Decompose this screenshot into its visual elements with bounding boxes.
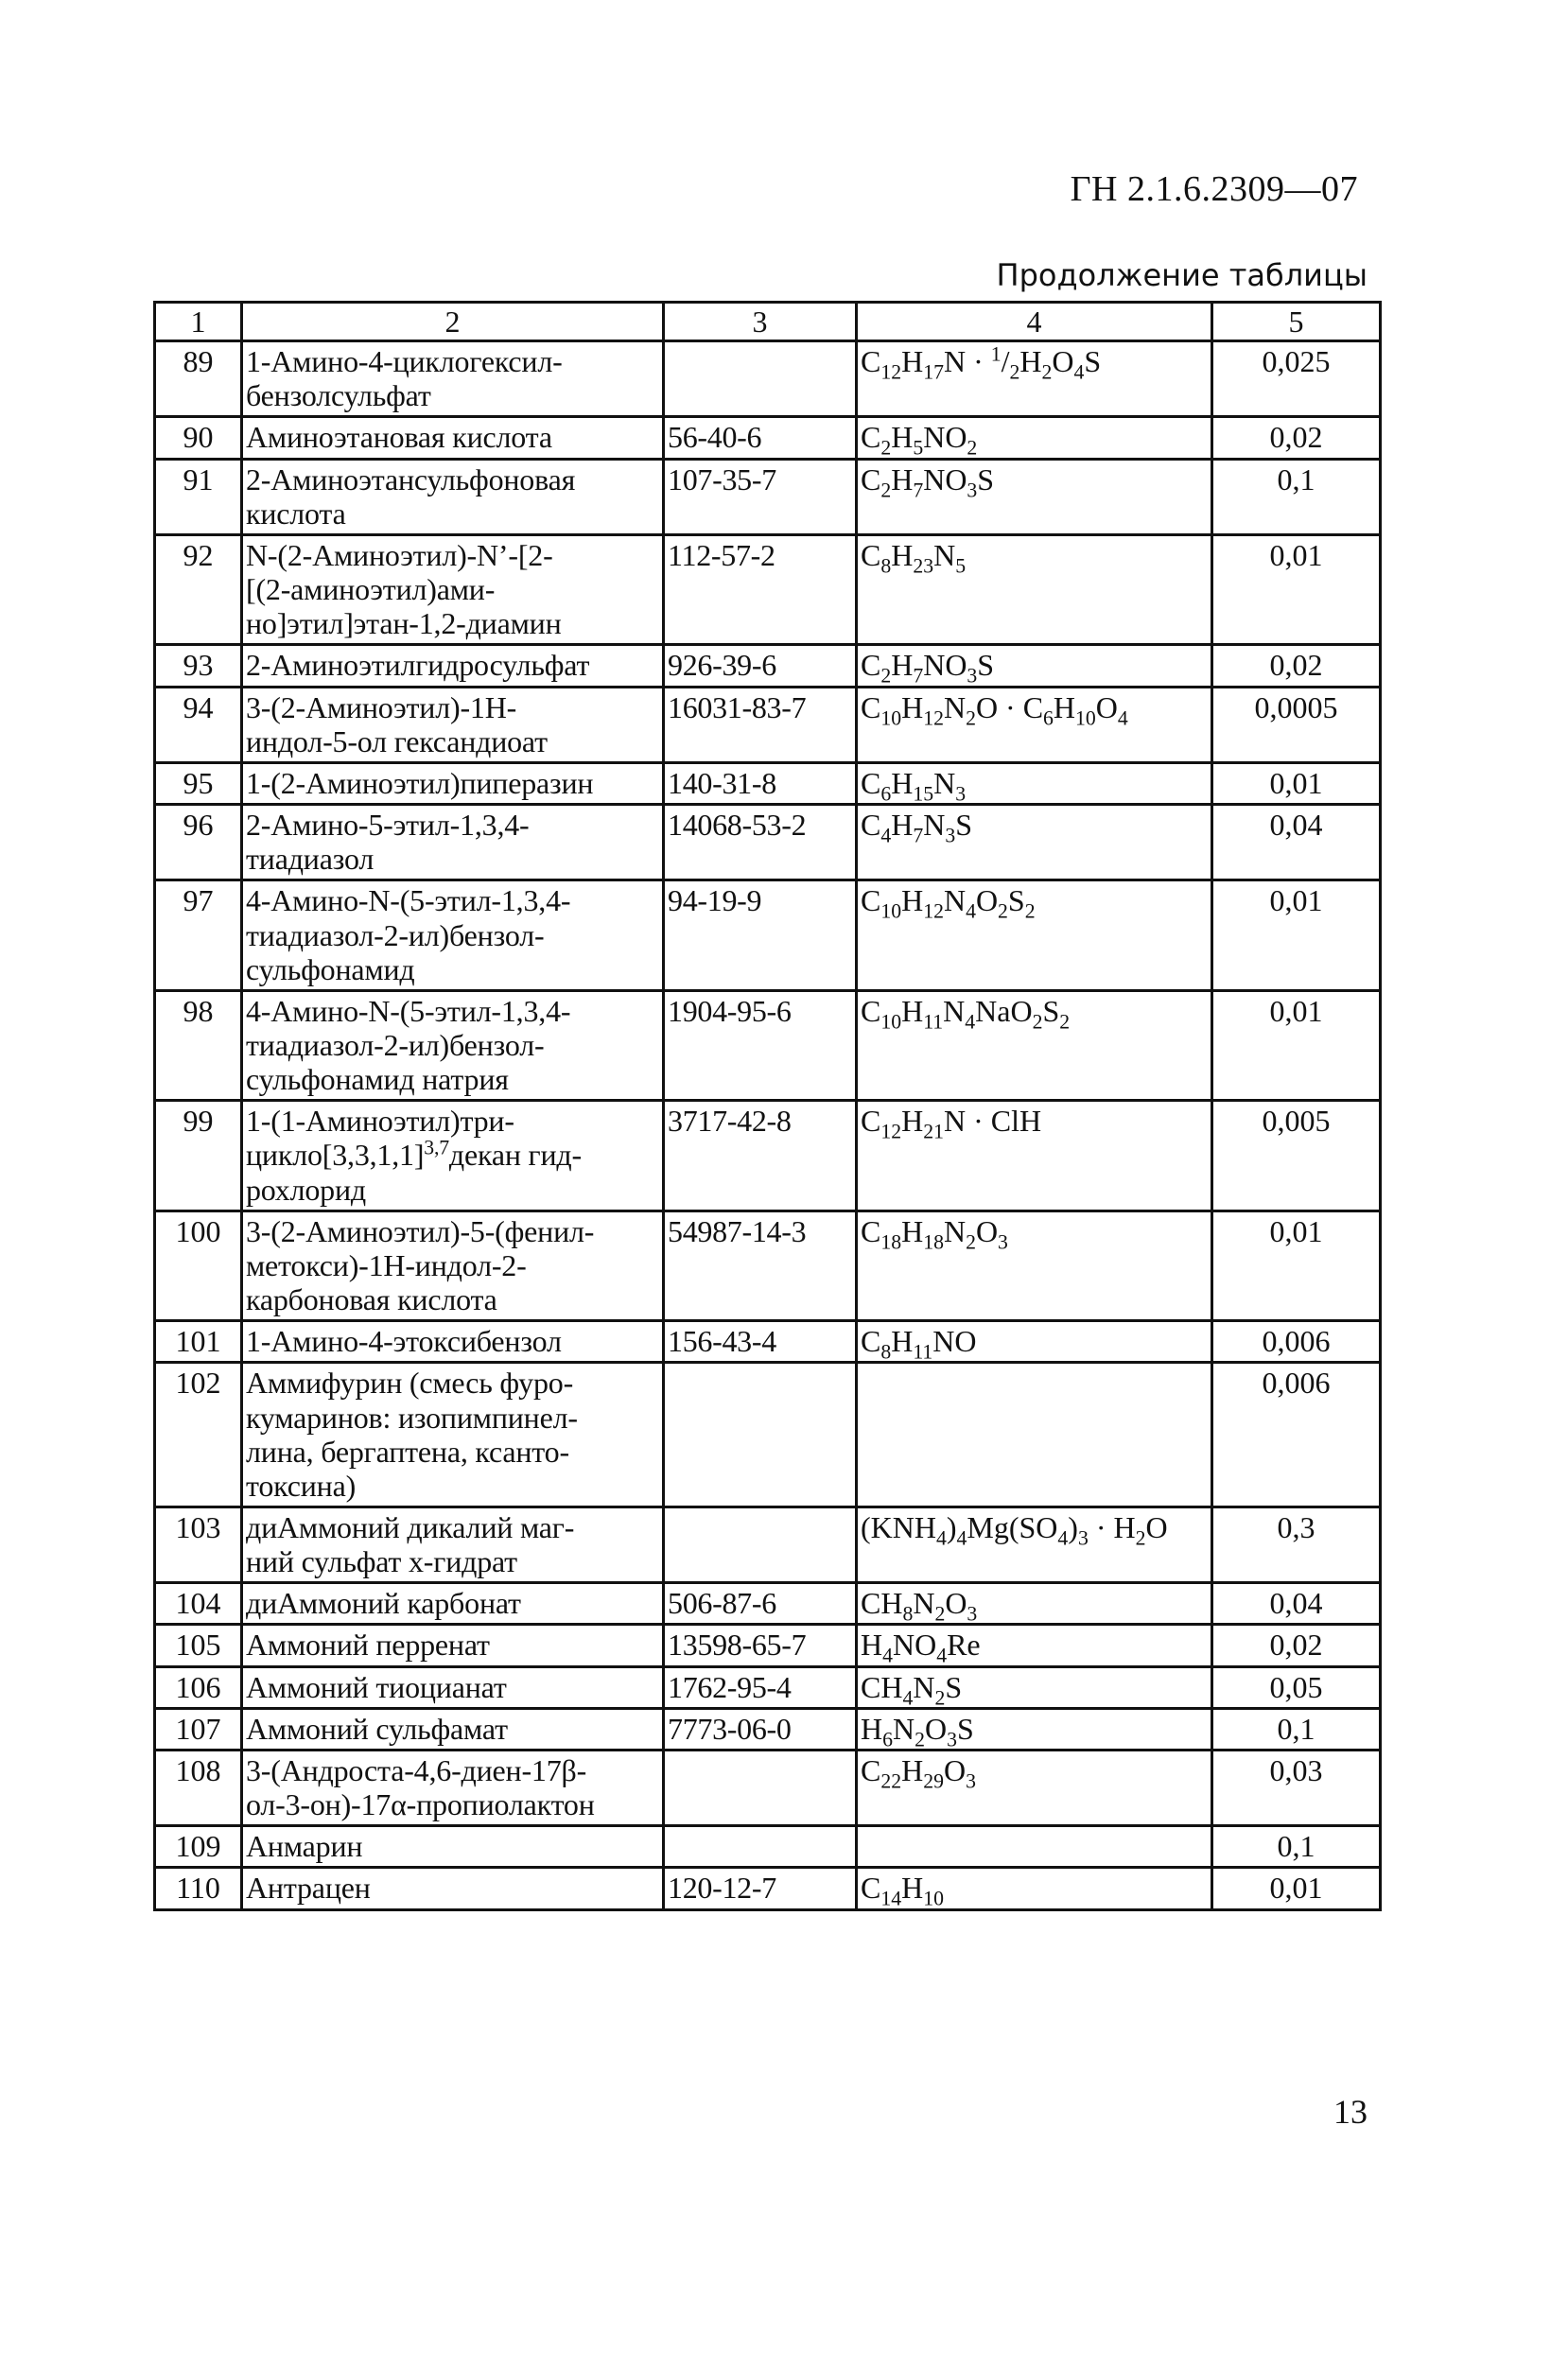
table-body	[155, 341, 1381, 1909]
cas-number: 1762-95-4	[664, 1666, 857, 1708]
table-row	[155, 1625, 1381, 1666]
table-row	[155, 1750, 1381, 1825]
substance-name: Аммифурин (смесь фуро- кумаринов: изопимпинел- лина, бергаптена, ксанто- токсина)	[242, 1363, 664, 1507]
row-number: 98	[155, 990, 242, 1100]
table-row	[155, 645, 1381, 687]
row-number: 103	[155, 1507, 242, 1583]
cas-number: 926-39-6	[664, 645, 857, 687]
substance-name: 4-Амино-N-(5-этил-1,3,4- тиадиазол-2-ил)бензол- сульфонамид натрия	[242, 990, 664, 1100]
chemical-formula: $C_{18}H_{18}N_2O_3$	[857, 1211, 1212, 1320]
row-number: 92	[155, 534, 242, 644]
chemical-formula: $CH_8N_2O_3$	[857, 1583, 1212, 1625]
substance-name: Антрацен	[242, 1868, 664, 1909]
row-number: 110	[155, 1868, 242, 1909]
row-number: 94	[155, 687, 242, 762]
cas-number	[664, 1826, 857, 1868]
chemical-formula: $C_8H_{23}N_5$	[857, 534, 1212, 644]
chemical-formula: $C_{14}H_{10}$	[857, 1868, 1212, 1909]
limit-value: 0,0005	[1212, 687, 1381, 762]
substance-name: диАммоний дикалий маг- ний сульфат x-гидрат	[242, 1507, 664, 1583]
cas-number: 7773-06-0	[664, 1708, 857, 1750]
table-row	[155, 1507, 1381, 1583]
row-number: 90	[155, 417, 242, 459]
limit-value: 0,04	[1212, 1583, 1381, 1625]
row-number: 106	[155, 1666, 242, 1708]
row-number: 95	[155, 762, 242, 804]
substance-name: N-(2-Аминоэтил)-N’-[2- [(2-аминоэтил)ами- но]этил]этан-1,2-диамин	[242, 534, 664, 644]
limit-value: 0,006	[1212, 1321, 1381, 1363]
cas-number: 3717-42-8	[664, 1101, 857, 1211]
document-code: ГН 2.1.6.2309—07	[1070, 169, 1358, 209]
table-row	[155, 1708, 1381, 1750]
row-number: 105	[155, 1625, 242, 1666]
substance-name: Аммоний перренат	[242, 1625, 664, 1666]
row-number: 102	[155, 1363, 242, 1507]
limit-value: 0,1	[1212, 459, 1381, 534]
chemical-formula: $H_6N_2O_3S$	[857, 1708, 1212, 1750]
substance-name: 1-Амино-4-этоксибензол	[242, 1321, 664, 1363]
cas-number: 107-35-7	[664, 459, 857, 534]
table-row	[155, 1583, 1381, 1625]
limit-value: 0,05	[1212, 1666, 1381, 1708]
chemical-formula: $C_{10}H_{12}N_4O_2S_2$	[857, 880, 1212, 990]
substance-name: 3-(Андроста-4,6-диен-17β- ол-3-он)-17α-пропиолактон	[242, 1750, 664, 1825]
substance-name: Анмарин	[242, 1826, 664, 1868]
page-number: 13	[1333, 2093, 1368, 2131]
row-number: 104	[155, 1583, 242, 1625]
limit-value: 0,01	[1212, 762, 1381, 804]
chemical-formula: $C_6H_{15}N_3$	[857, 762, 1212, 804]
limit-value: 0,02	[1212, 417, 1381, 459]
cas-number	[664, 1750, 857, 1825]
cas-number	[664, 1507, 857, 1583]
chemical-formula: $C_2H_5NO_2$	[857, 417, 1212, 459]
table-row	[155, 1101, 1381, 1211]
row-number: 89	[155, 341, 242, 417]
cas-number: 112-57-2	[664, 534, 857, 644]
table-row	[155, 990, 1381, 1100]
substance-name: 2-Аминоэтилгидросульфат	[242, 645, 664, 687]
limit-value: 0,01	[1212, 990, 1381, 1100]
chemical-formula: $H_4NO_4Re$	[857, 1625, 1212, 1666]
table-row	[155, 1211, 1381, 1320]
table-row	[155, 1321, 1381, 1363]
substances-table	[153, 301, 1382, 1911]
cas-number: 140-31-8	[664, 762, 857, 804]
row-number: 97	[155, 880, 242, 990]
row-number: 101	[155, 1321, 242, 1363]
column-header: 4	[857, 303, 1212, 341]
table-row	[155, 1826, 1381, 1868]
chemical-formula: $C_{12}H_{17}N \cdot ^1/_2H_2O_4S$	[857, 341, 1212, 417]
column-header: 5	[1212, 303, 1381, 341]
row-number: 96	[155, 805, 242, 880]
chemical-formula	[857, 1363, 1212, 1507]
chemical-formula: $C_2H_7NO_3S$	[857, 645, 1212, 687]
chemical-formula: $C_4H_7N_3S$	[857, 805, 1212, 880]
cas-number: 506-87-6	[664, 1583, 857, 1625]
limit-value: 0,1	[1212, 1826, 1381, 1868]
table-row	[155, 805, 1381, 880]
header-row	[155, 303, 1381, 341]
limit-value: 0,3	[1212, 1507, 1381, 1583]
table-row	[155, 459, 1381, 534]
substance-name: 3-(2-Аминоэтил)-1H- индол-5-ол гександиоат	[242, 687, 664, 762]
row-number: 107	[155, 1708, 242, 1750]
limit-value: 0,01	[1212, 534, 1381, 644]
substance-name: 1-Амино-4-циклогексил- бензолсульфат	[242, 341, 664, 417]
chemical-formula: $C_{10}H_{11}N_4NaO_2S_2$	[857, 990, 1212, 1100]
table-row	[155, 1868, 1381, 1909]
cas-number: 156-43-4	[664, 1321, 857, 1363]
table-row	[155, 341, 1381, 417]
substance-name: 2-Амино-5-этил-1,3,4- тиадиазол	[242, 805, 664, 880]
table-row	[155, 1363, 1381, 1507]
column-header: 1	[155, 303, 242, 341]
limit-value: 0,1	[1212, 1708, 1381, 1750]
limit-value: 0,01	[1212, 1868, 1381, 1909]
cas-number: 120-12-7	[664, 1868, 857, 1909]
substance-name: Аминоэтановая кислота	[242, 417, 664, 459]
cas-number: 54987-14-3	[664, 1211, 857, 1320]
table-row	[155, 880, 1381, 990]
limit-value: 0,02	[1212, 1625, 1381, 1666]
chemical-formula: $C_8H_{11}NO$	[857, 1321, 1212, 1363]
substance-name: 3-(2-Аминоэтил)-5-(фенил- метокси)-1H-индол-2- карбоновая кислота	[242, 1211, 664, 1320]
limit-value: 0,025	[1212, 341, 1381, 417]
row-number: 99	[155, 1101, 242, 1211]
table-row	[155, 687, 1381, 762]
cas-number: 14068-53-2	[664, 805, 857, 880]
limit-value: 0,01	[1212, 880, 1381, 990]
table-row	[155, 417, 1381, 459]
substance-name: 1-(2-Аминоэтил)пиперазин	[242, 762, 664, 804]
cas-number: 13598-65-7	[664, 1625, 857, 1666]
chemical-formula: $C_2H_7NO_3S$	[857, 459, 1212, 534]
row-number: 109	[155, 1826, 242, 1868]
table-caption: Продолжение таблицы	[996, 257, 1368, 293]
chemical-formula: $(KNH_4)_4Mg(SO_4)_3 \cdot H_2O$	[857, 1507, 1212, 1583]
table-row	[155, 762, 1381, 804]
substance-name: 1-(1-Аминоэтил)три- $цикло[3,3,1,1]^{3,7}декан$ гид- рохлорид	[242, 1101, 664, 1211]
substance-name: 4-Амино-N-(5-этил-1,3,4- тиадиазол-2-ил)бензол- сульфонамид	[242, 880, 664, 990]
substance-name: Аммоний тиоцианат	[242, 1666, 664, 1708]
column-header: 2	[242, 303, 664, 341]
limit-value: 0,02	[1212, 645, 1381, 687]
cas-number: 1904-95-6	[664, 990, 857, 1100]
row-number: 100	[155, 1211, 242, 1320]
limit-value: 0,04	[1212, 805, 1381, 880]
limit-value: 0,005	[1212, 1101, 1381, 1211]
limit-value: 0,03	[1212, 1750, 1381, 1825]
chemical-formula: $C_{12}H_{21}N$ · ClH	[857, 1101, 1212, 1211]
cas-number: 16031-83-7	[664, 687, 857, 762]
row-number: 91	[155, 459, 242, 534]
cas-number	[664, 1363, 857, 1507]
chemical-formula	[857, 1826, 1212, 1868]
limit-value: 0,01	[1212, 1211, 1381, 1320]
limit-value: 0,006	[1212, 1363, 1381, 1507]
table-row	[155, 534, 1381, 644]
chemical-formula: $C_{22}H_{29}O_3$	[857, 1750, 1212, 1825]
substance-name: Аммоний сульфамат	[242, 1708, 664, 1750]
chemical-formula: $CH_4N_2S$	[857, 1666, 1212, 1708]
row-number: 108	[155, 1750, 242, 1825]
substance-name: 2-Аминоэтансульфоновая кислота	[242, 459, 664, 534]
table-row	[155, 1666, 1381, 1708]
cas-number: 56-40-6	[664, 417, 857, 459]
substance-name: диАммоний карбонат	[242, 1583, 664, 1625]
column-header: 3	[664, 303, 857, 341]
chemical-formula: $C_{10}H_{12}N_2O \cdot C_6H_{10}O_4$	[857, 687, 1212, 762]
row-number: 93	[155, 645, 242, 687]
cas-number: 94-19-9	[664, 880, 857, 990]
cas-number	[664, 341, 857, 417]
